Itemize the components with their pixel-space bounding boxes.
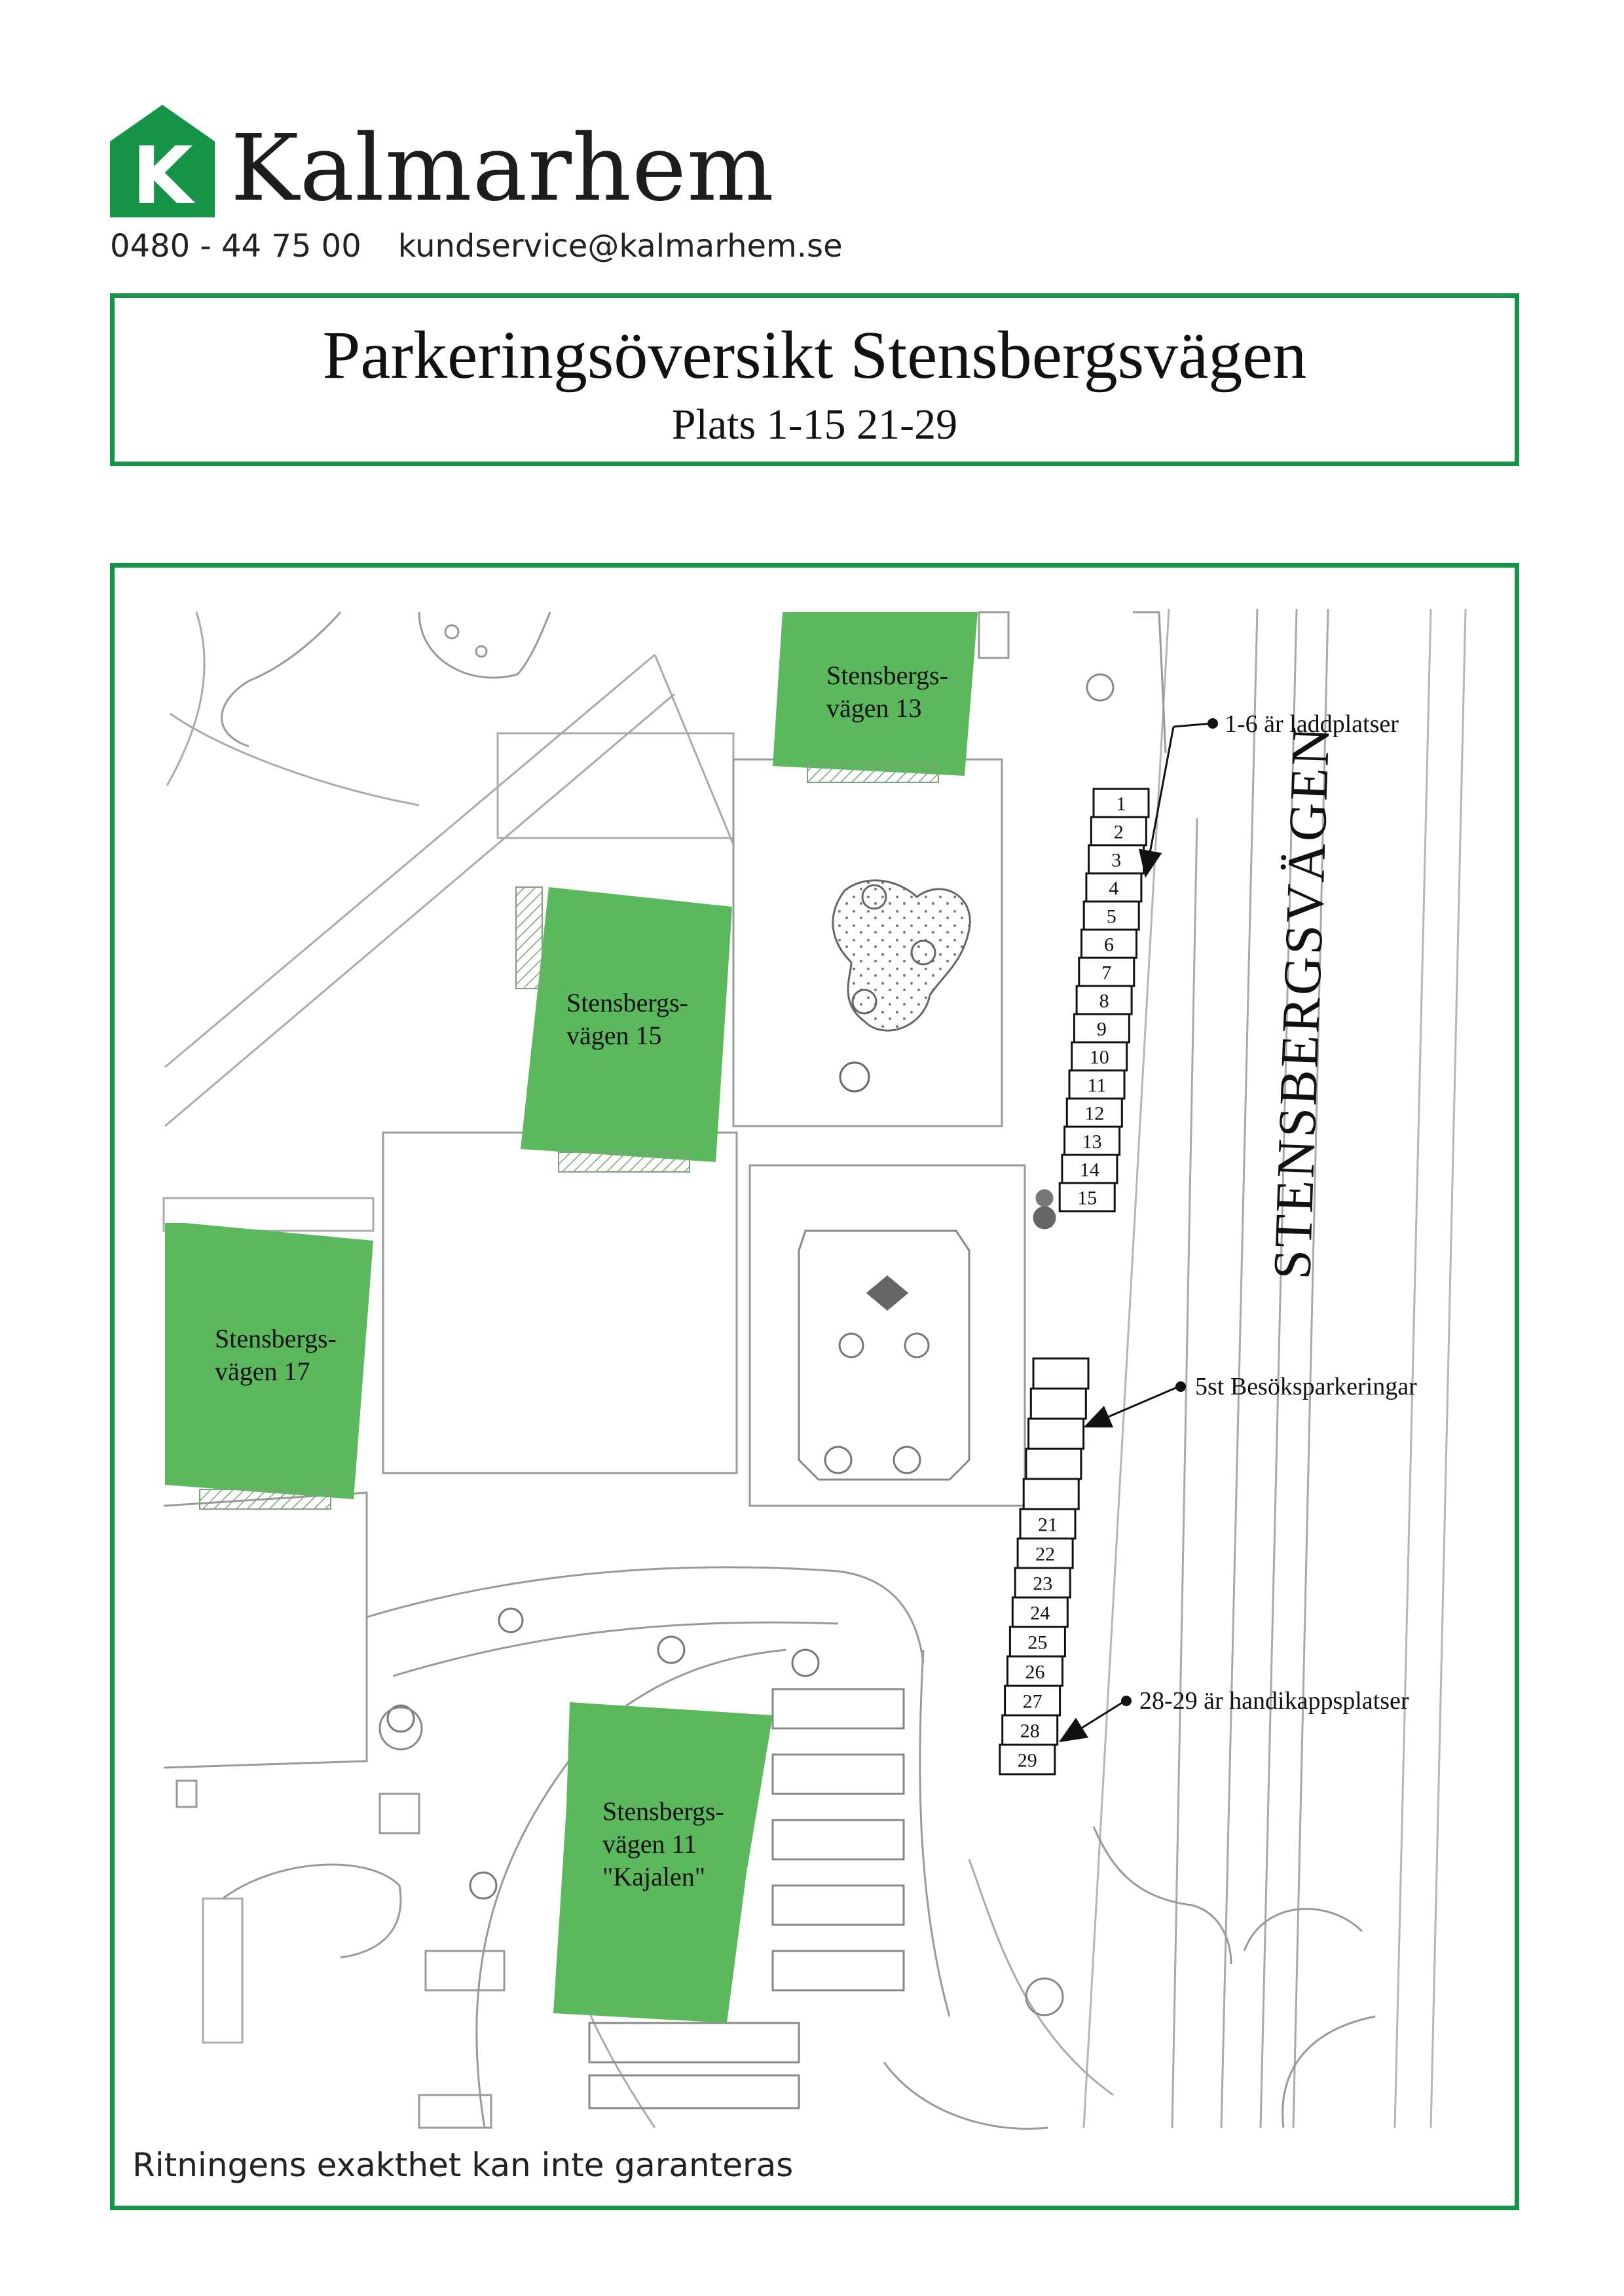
parking-spot-number: 9 [1096,1018,1107,1040]
parking-spots [1000,789,1149,1774]
building-label-11: Stensbergs- vägen 11 "Kajalen" [602,1796,724,1891]
parking-spot-number: 2 [1113,821,1124,843]
building-label-17: Stensbergs- vägen 17 [215,1324,337,1386]
annotation-visitor: 5st Besöksparkeringar [1195,1373,1417,1400]
building-label-15: Stensbergs- vägen 15 [566,988,688,1050]
parking-spot-number: 14 [1079,1159,1099,1181]
parking-spot-number: 6 [1104,934,1114,956]
parking-spot-number: 23 [1033,1573,1053,1595]
phone-number: 0480 - 44 75 00 [110,228,361,264]
brand-name: Kalmarhem [231,115,775,222]
annotation-charging: 1-6 är laddplatser [1225,710,1399,738]
visitor-parking-spot [1031,1389,1086,1419]
page-title: Parkeringsöversikt Stensbergsvägen [322,318,1307,393]
road-name-label: STENSBERGSVÄGEN [1262,724,1341,1281]
parking-spot-number: 10 [1089,1046,1109,1068]
visitor-parking-spot [1026,1449,1081,1479]
visitor-parking-spot [1033,1358,1088,1389]
parking-spot-number: 5 [1106,905,1116,928]
parking-spot-number: 1 [1116,793,1126,815]
visitor-parking-spot [1024,1479,1079,1509]
parking-spot-number: 25 [1027,1631,1048,1654]
parking-spot-number: 13 [1082,1131,1102,1153]
parking-spot-number: 22 [1035,1543,1056,1565]
parking-spot-number: 27 [1022,1690,1043,1713]
parking-spot-number: 21 [1038,1514,1058,1536]
logo-letter: K [132,131,193,217]
disclaimer-text: Ritningens exakthet kan inte garanteras [132,2146,794,2184]
parking-spot-number: 7 [1101,962,1112,984]
parking-spot-number: 28 [1020,1720,1040,1742]
building-label-13: Stensbergs- vägen 13 [826,661,948,723]
visitor-parking-spot [1029,1419,1084,1449]
parking-spot-number: 26 [1025,1661,1045,1683]
parking-spot-number: 3 [1111,849,1122,871]
page-subtitle: Plats 1-15 21-29 [671,401,958,448]
parking-spot-number: 11 [1087,1074,1107,1097]
email-address[interactable]: kundservice@kalmarhem.se [397,228,843,264]
buildings [165,612,978,2023]
parking-spot-number: 15 [1077,1187,1098,1209]
parking-spot-number: 8 [1099,990,1109,1012]
parking-spot-number: 24 [1030,1602,1050,1624]
parking-spot-number: 29 [1017,1749,1037,1772]
annotation-handicap: 28-29 är handikappsplatser [1139,1687,1409,1715]
parking-spot-number: 4 [1109,877,1119,900]
parking-spot-number: 12 [1084,1102,1105,1125]
